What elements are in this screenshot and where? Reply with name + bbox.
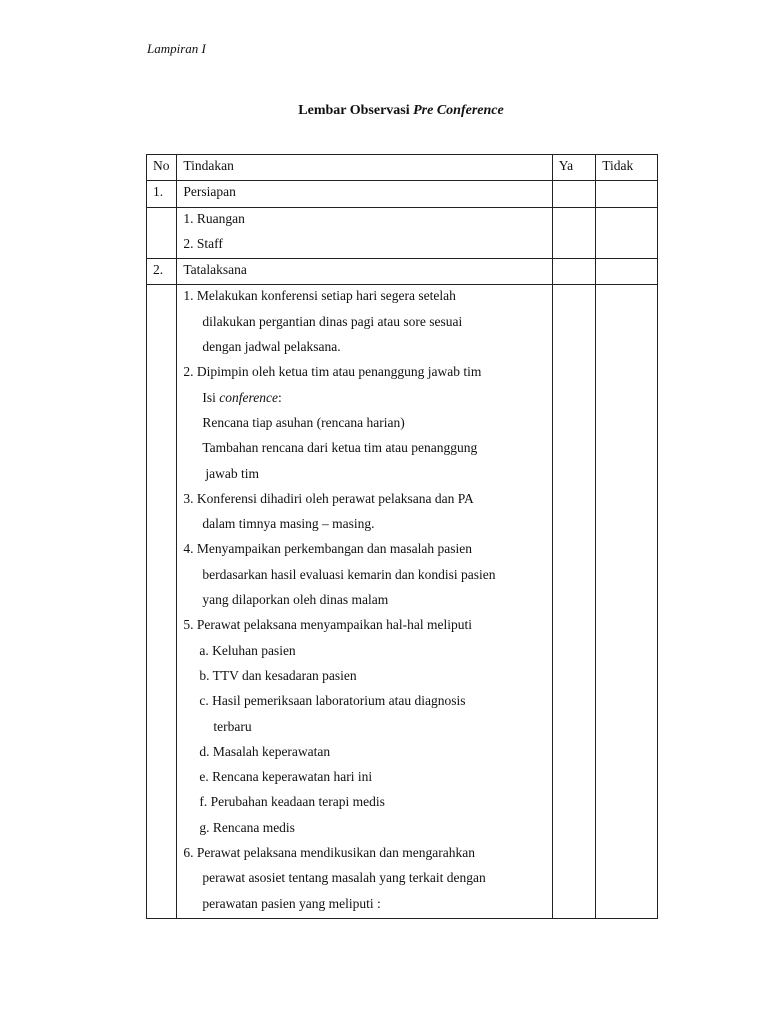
table-row — [147, 259, 658, 285]
list-item: Tambahan rencana dari ketua tim atau penanggung — [202, 440, 478, 456]
page-title — [0, 103, 768, 119]
list-item: d. Masalah keperawatan — [199, 743, 331, 759]
list-item: 1. Melakukan konferensi setiap hari segera setelah — [183, 288, 456, 304]
list-item: g. Rencana medis — [199, 819, 295, 835]
row-action-list — [177, 207, 552, 259]
list-item: c. Hasil pemeriksaan laboratorium atau diagnosis — [199, 693, 466, 709]
row-number: 2. — [147, 259, 177, 285]
tidak-checkbox-cell[interactable] — [596, 259, 658, 285]
tidak-checkbox-cell[interactable] — [596, 181, 658, 207]
list-item: dalam timnya masing – masing. — [202, 516, 375, 532]
list-item: f. Perubahan keadaan terapi medis — [199, 794, 385, 810]
header-no: No — [147, 155, 177, 181]
header-yes: Ya — [552, 155, 596, 181]
list-item: yang dilaporkan oleh dinas malam — [202, 592, 389, 608]
table-header-row — [147, 155, 658, 181]
yes-checkbox-cell[interactable] — [552, 207, 596, 259]
list-item: e. Rencana keperawatan hari ini — [199, 769, 373, 785]
title-italic: Pre Conference — [413, 103, 504, 118]
list-item: 6. Perawat pelaksana mendikusikan dan mengarahkan — [183, 845, 475, 861]
tidak-checkbox-cell[interactable] — [596, 207, 658, 259]
list-item: 2. Staff — [183, 235, 223, 251]
table-row — [147, 285, 658, 918]
list-item: terbaru — [213, 718, 252, 734]
list-item: 5. Perawat pelaksana menyampaikan hal-hal meliputi — [183, 617, 472, 633]
list-item: perawat asosiet tentang masalah yang terkait dengan — [202, 870, 486, 886]
list-item: b. TTV dan kesadaran pasien — [199, 667, 357, 683]
list-item: 2. Dipimpin oleh ketua tim atau penanggung jawab tim — [183, 364, 482, 380]
list-item: Isi conference: — [202, 389, 282, 405]
row-action: Tatalaksana — [177, 259, 552, 285]
list-item: 1. Ruangan — [183, 210, 245, 226]
yes-checkbox-cell[interactable] — [552, 285, 596, 918]
yes-checkbox-cell[interactable] — [552, 259, 596, 285]
row-number — [147, 285, 177, 918]
list-item: jawab tim — [205, 465, 259, 481]
row-number — [147, 207, 177, 259]
list-item: berdasarkan hasil evaluasi kemarin dan kondisi pasien — [202, 566, 496, 582]
row-action-list — [177, 285, 552, 918]
row-number: 1. — [147, 181, 177, 207]
yes-checkbox-cell[interactable] — [552, 181, 596, 207]
row-action: Persiapan — [177, 181, 552, 207]
tidak-checkbox-cell[interactable] — [596, 285, 658, 918]
list-item: dengan jadwal pelaksana. — [202, 339, 341, 355]
attachment-label: Lampiran I — [147, 41, 206, 56]
table-row — [147, 181, 658, 207]
list-item: Rencana tiap asuhan (rencana harian) — [202, 414, 405, 430]
header-action: Tindakan — [177, 155, 552, 181]
observation-table — [146, 154, 658, 919]
list-item: a. Keluhan pasien — [199, 642, 296, 658]
table-row — [147, 207, 658, 259]
list-item: 4. Menyampaikan perkembangan dan masalah pasien — [183, 541, 472, 557]
list-item: perawatan pasien yang meliputi : — [202, 895, 381, 911]
header-tidak: Tidak — [596, 155, 658, 181]
list-item: dilakukan pergantian dinas pagi atau sore sesuai — [202, 313, 463, 329]
title-main: Lembar Observasi — [298, 103, 414, 118]
list-item: 3. Konferensi dihadiri oleh perawat pelaksana dan PA — [183, 490, 474, 506]
